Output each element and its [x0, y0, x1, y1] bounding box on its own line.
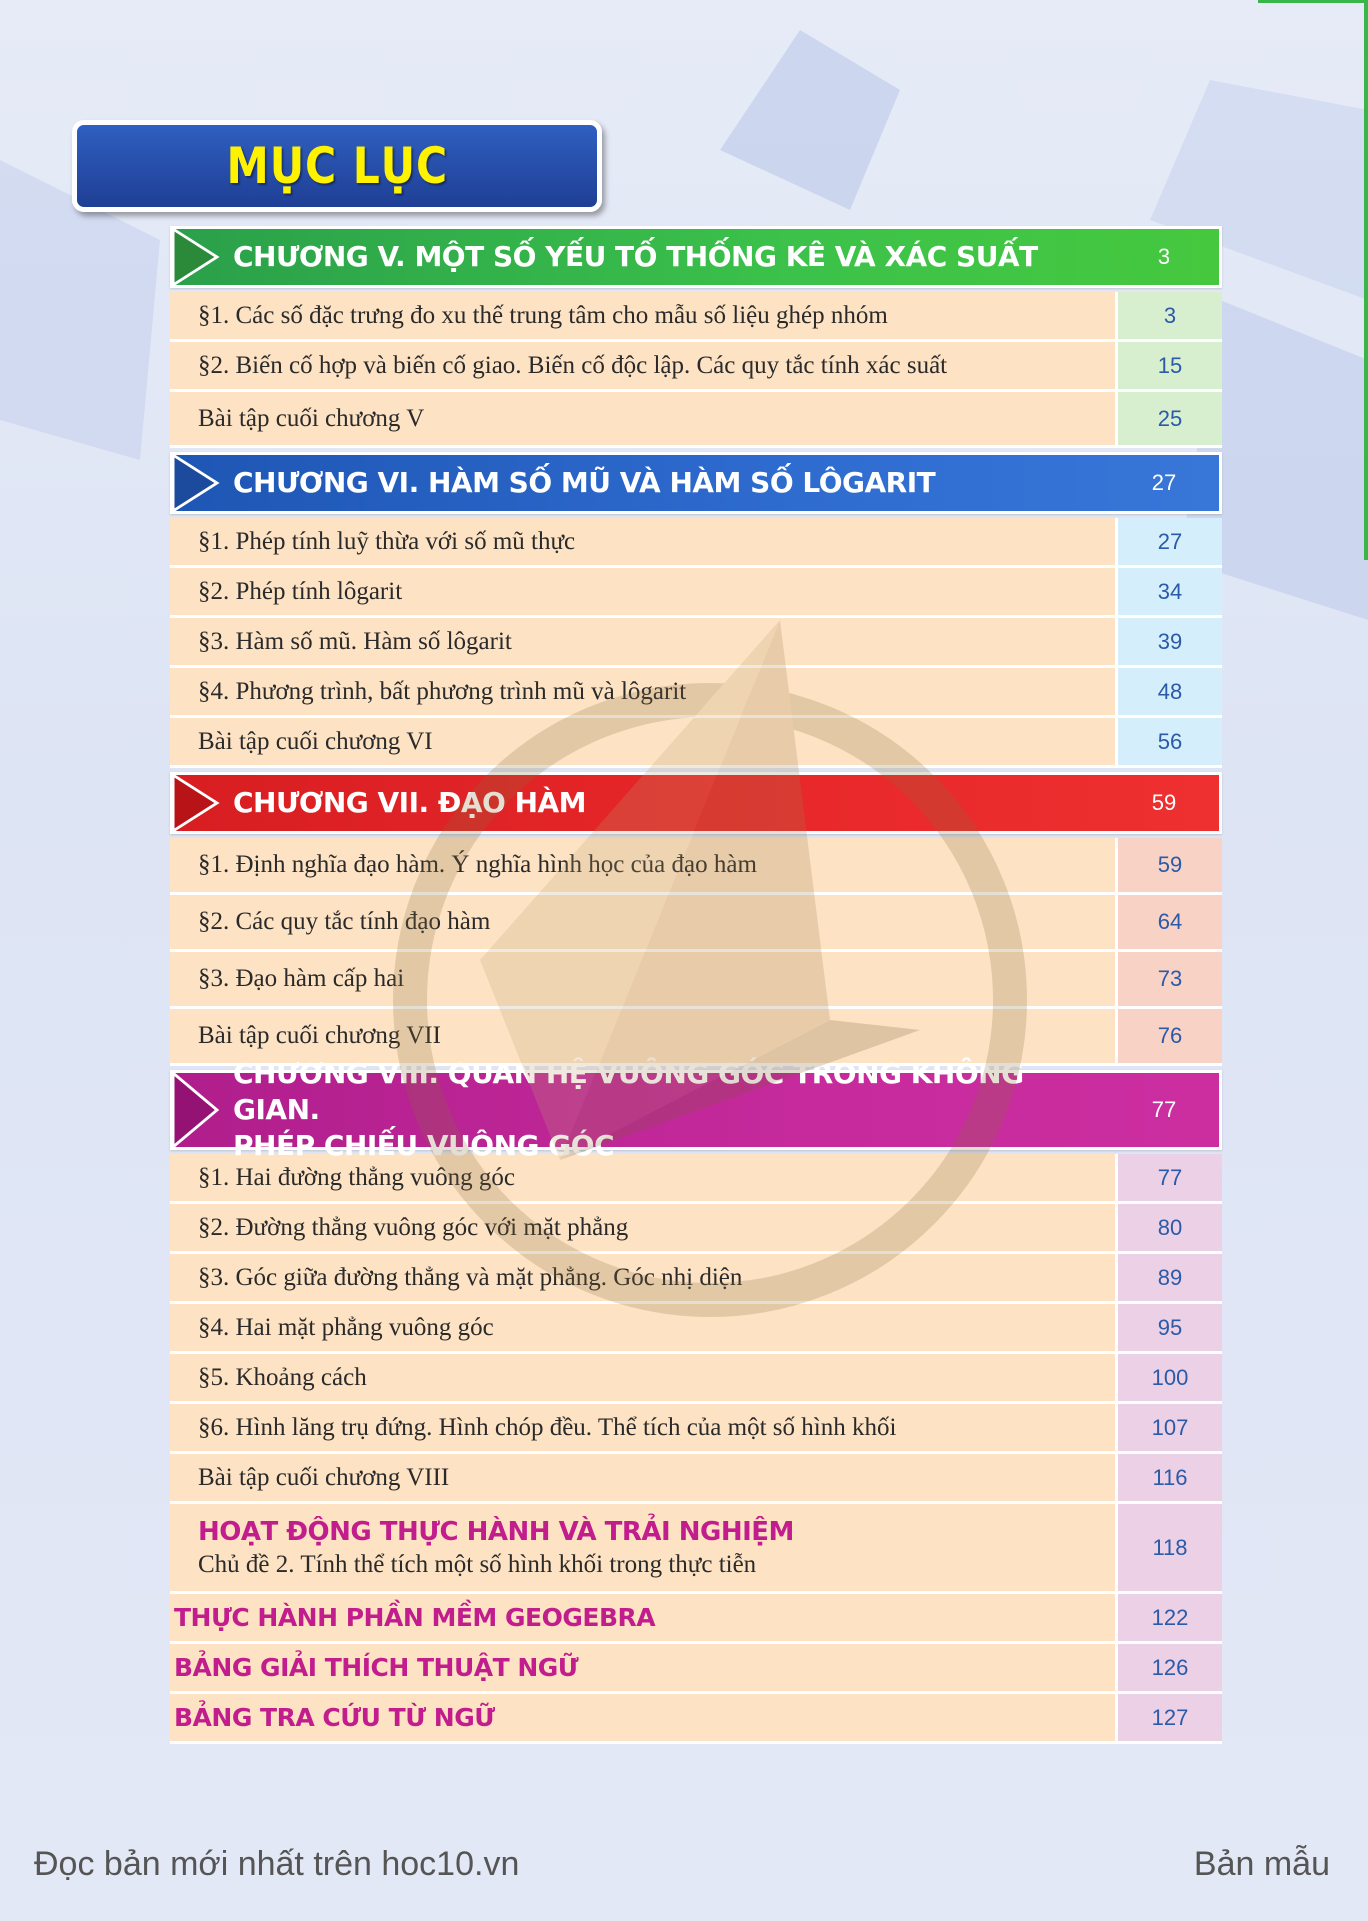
toc-item-page: 126 — [1118, 1644, 1222, 1691]
toc-item-page: 48 — [1118, 668, 1222, 715]
chapter-page: 77 — [1151, 1097, 1177, 1122]
toc-item-label: §3. Đạo hàm cấp hai — [170, 952, 1118, 1006]
toc-item-label: §6. Hình lăng trụ đứng. Hình chóp đều. Thể tích của một số hình khối — [170, 1404, 1118, 1451]
toc-item-page: 89 — [1118, 1254, 1222, 1301]
toc-row[interactable] — [170, 568, 1222, 618]
toc-item-page: 59 — [1118, 838, 1222, 892]
toc-item-label: §1. Hai đường thẳng vuông góc — [170, 1154, 1118, 1201]
toc-row[interactable] — [170, 392, 1222, 448]
chapter-title — [173, 1057, 1109, 1162]
footer-sample-text: Bản mẫu — [1193, 1845, 1330, 1883]
toc-item-label: §3. Góc giữa đường thẳng và mặt phẳng. Góc nhị diện — [170, 1254, 1118, 1301]
chapter-page: 3 — [1157, 244, 1171, 269]
chapter-title-line2: PHÉP CHIẾU VUÔNG GÓC — [233, 1129, 615, 1162]
toc-item-page: 80 — [1118, 1204, 1222, 1251]
toc-item-page: 73 — [1118, 952, 1222, 1006]
toc-item-page: 100 — [1118, 1354, 1222, 1401]
toc-item-label: Bài tập cuối chương VII — [170, 1009, 1118, 1063]
toc-item-label: BẢNG GIẢI THÍCH THUẬT NGỮ — [170, 1644, 1118, 1691]
toc-row[interactable] — [170, 292, 1222, 342]
toc-item-page: 116 — [1118, 1454, 1222, 1501]
toc-row[interactable] — [170, 1304, 1222, 1354]
toc-item-page: 25 — [1118, 392, 1222, 445]
activity-title: HOẠT ĐỘNG THỰC HÀNH VÀ TRẢI NGHIỆM — [198, 1516, 794, 1547]
toc-row[interactable] — [170, 1404, 1222, 1454]
toc-title-box — [72, 120, 602, 212]
toc-item-label: §4. Phương trình, bất phương trình mũ và lôgarit — [170, 668, 1118, 715]
toc-row-geogebra[interactable] — [170, 1594, 1222, 1644]
chapter-arrow-icon — [173, 1073, 221, 1147]
chapter-title-line1: CHƯƠNG VIII. QUAN HỆ VUÔNG GÓC TRONG KHÔNG GIAN. — [233, 1057, 1024, 1126]
chapter-header-6[interactable] — [170, 452, 1222, 514]
chapter-title: CHƯƠNG VII. ĐẠO HÀM — [233, 786, 587, 819]
toc-item-label: §2. Phép tính lôgarit — [170, 568, 1118, 615]
chapter-arrow-icon — [173, 775, 221, 831]
toc-item-page: 107 — [1118, 1404, 1222, 1451]
toc-row[interactable] — [170, 1454, 1222, 1504]
toc-item-page: 118 — [1118, 1504, 1222, 1591]
toc-item-label: §1. Các số đặc trưng đo xu thế trung tâm cho mẫu số liệu ghép nhóm — [170, 292, 1118, 339]
toc-row[interactable] — [170, 1354, 1222, 1404]
chapter-header-8[interactable] — [170, 1057, 1222, 1162]
toc-item-label: Bài tập cuối chương VI — [170, 718, 1118, 765]
right-edge-accent — [1364, 0, 1368, 560]
toc-item-page: 77 — [1118, 1154, 1222, 1201]
toc-row-glossary[interactable] — [170, 1644, 1222, 1694]
toc-item-label: §5. Khoảng cách — [170, 1354, 1118, 1401]
toc-item-page: 122 — [1118, 1594, 1222, 1641]
toc-row[interactable] — [170, 342, 1222, 392]
toc-row[interactable] — [170, 1254, 1222, 1304]
chapter-page: 27 — [1151, 470, 1177, 495]
toc-item-label: THỰC HÀNH PHẦN MỀM GEOGEBRA — [170, 1594, 1118, 1641]
chapter-page: 59 — [1151, 790, 1177, 815]
toc-item-page: 34 — [1118, 568, 1222, 615]
table-of-contents — [170, 222, 1222, 1744]
toc-item-label: Bài tập cuối chương VIII — [170, 1454, 1118, 1501]
toc-item-label: §2. Biến cố hợp và biến cố giao. Biến cố độc lập. Các quy tắc tính xác suất — [170, 342, 1118, 389]
toc-row[interactable] — [170, 718, 1222, 768]
toc-row-activity[interactable] — [170, 1504, 1222, 1594]
toc-item-page: 76 — [1118, 1009, 1222, 1063]
toc-item-page: 95 — [1118, 1304, 1222, 1351]
chapter-header-7[interactable] — [170, 772, 1222, 834]
toc-row[interactable] — [170, 1204, 1222, 1254]
toc-row[interactable] — [170, 895, 1222, 952]
chapter-title: CHƯƠNG VI. HÀM SỐ MŨ VÀ HÀM SỐ LÔGARIT — [233, 466, 936, 499]
toc-item-page: 15 — [1118, 342, 1222, 389]
toc-row[interactable] — [170, 618, 1222, 668]
toc-row[interactable] — [170, 518, 1222, 568]
toc-row[interactable] — [170, 668, 1222, 718]
chapter-arrow-icon — [173, 455, 221, 511]
toc-item-label: BẢNG TRA CỨU TỪ NGỮ — [170, 1694, 1118, 1741]
chapter-header-5[interactable] — [170, 226, 1222, 288]
footer-website-text: Đọc bản mới nhất trên hoc10.vn — [34, 1845, 520, 1883]
toc-item-page: 64 — [1118, 895, 1222, 949]
toc-item-page: 56 — [1118, 718, 1222, 765]
page-title: MỤC LỤC — [226, 137, 448, 195]
toc-item-page: 27 — [1118, 518, 1222, 565]
toc-row[interactable] — [170, 838, 1222, 895]
activity-subtitle: Chủ đề 2. Tính thể tích một số hình khối trong thực tiễn — [198, 1550, 757, 1578]
activity-text — [170, 1504, 1118, 1591]
chapter-title: CHƯƠNG V. MỘT SỐ YẾU TỐ THỐNG KÊ VÀ XÁC SUẤT — [233, 240, 1038, 273]
toc-item-label: §1. Phép tính luỹ thừa với số mũ thực — [170, 518, 1118, 565]
chapter-arrow-icon — [173, 229, 221, 285]
toc-item-label: §3. Hàm số mũ. Hàm số lôgarit — [170, 618, 1118, 665]
toc-row-index[interactable] — [170, 1694, 1222, 1744]
toc-item-page: 127 — [1118, 1694, 1222, 1741]
background-cube-shape — [700, 30, 900, 210]
toc-item-page: 39 — [1118, 618, 1222, 665]
toc-item-label: §2. Đường thẳng vuông góc với mặt phẳng — [170, 1204, 1118, 1251]
toc-item-label: §2. Các quy tắc tính đạo hàm — [170, 895, 1118, 949]
toc-row[interactable] — [170, 952, 1222, 1009]
toc-item-label: Bài tập cuối chương V — [170, 392, 1118, 445]
toc-item-label: §4. Hai mặt phẳng vuông góc — [170, 1304, 1118, 1351]
toc-item-label: §1. Định nghĩa đạo hàm. Ý nghĩa hình học của đạo hàm — [170, 838, 1118, 892]
toc-item-page: 3 — [1118, 292, 1222, 339]
top-edge-accent — [1258, 0, 1368, 3]
